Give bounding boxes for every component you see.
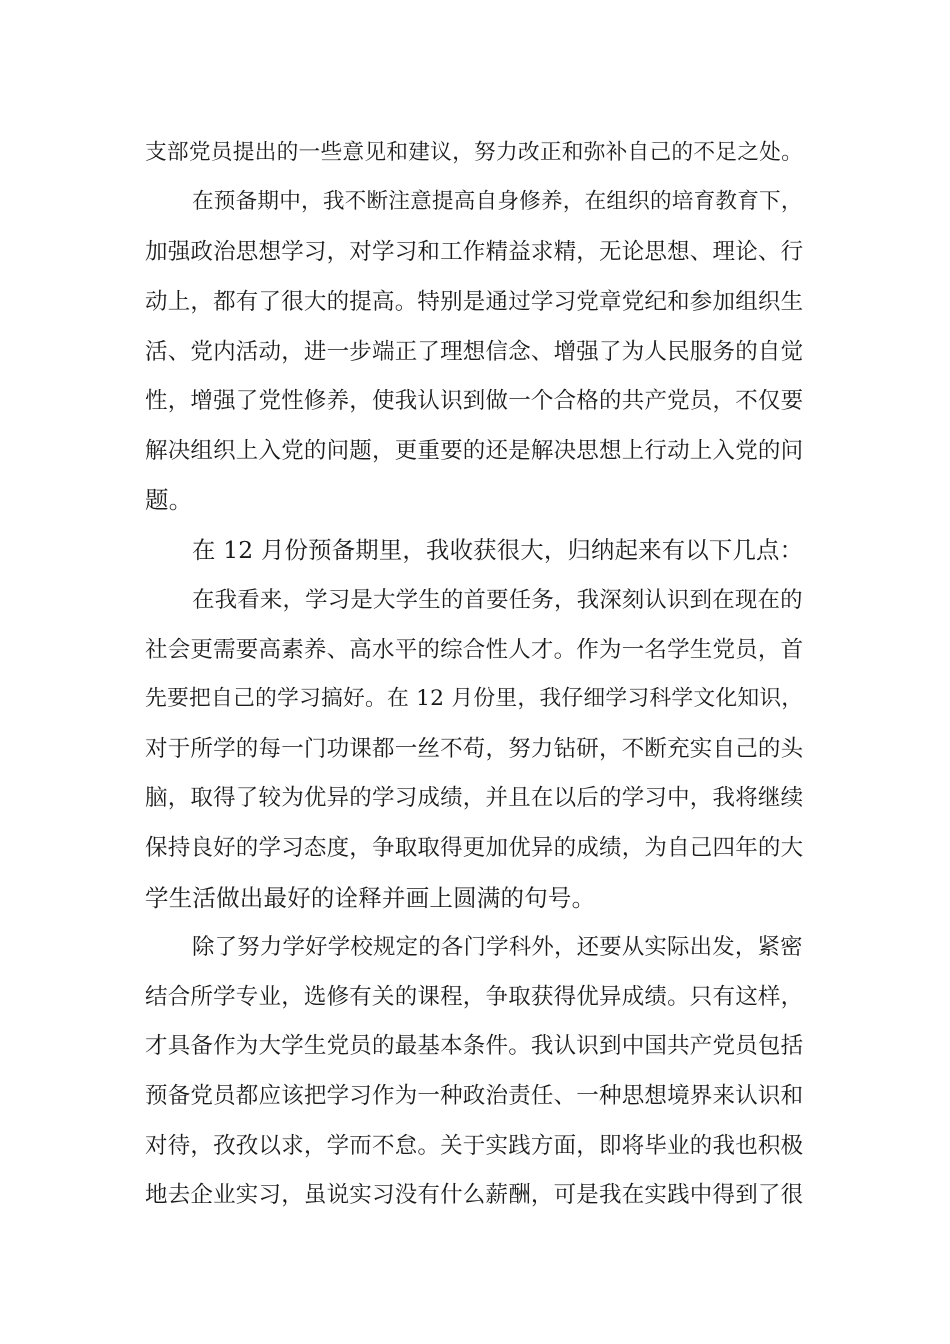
text-line: 解决组织上入党的问题，更重要的还是解决思想上行动上入党的问 bbox=[145, 438, 804, 464]
text-line: 对待，孜孜以求，学而不怠。关于实践方面，即将毕业的我也积极 bbox=[145, 1133, 804, 1159]
text-line: 先要把自己的学习搞好。在 12 月份里，我仔细学习科学文化知识， bbox=[145, 686, 804, 711]
text-line: 地去企业实习，虽说实习没有什么薪酬，可是我在实践中得到了很 bbox=[145, 1182, 804, 1208]
text-line: 学生活做出最好的诠释并画上圆满的句号。 bbox=[145, 884, 596, 912]
text-line: 支部党员提出的一些意见和建议，努力改正和弥补自己的不足之处。 bbox=[145, 140, 804, 165]
text-line: 题。 bbox=[145, 486, 193, 514]
text-line: 对于所学的每一门功课都一丝不苟，努力钻研，不断充实自己的头 bbox=[145, 736, 804, 762]
text-line: 动上，都有了很大的提高。特别是通过学习党章党纪和参加组织生 bbox=[145, 289, 804, 315]
paragraph-start-line: 在预备期中，我不断注意提高自身修养，在组织的培育教育下， bbox=[192, 189, 803, 214]
paragraph-start-line: 除了努力学好学校规定的各门学科外，还要从实际出发，紧密 bbox=[192, 934, 803, 960]
text-line: 结合所学专业，选修有关的课程，争取获得优异成绩。只有这样， bbox=[145, 984, 804, 1010]
text-line: 社会更需要高素养、高水平的综合性人才。作为一名学生党员，首 bbox=[145, 637, 804, 663]
text-line: 脑，取得了较为优异的学习成绩，并且在以后的学习中，我将继续 bbox=[145, 785, 804, 811]
text-line: 加强政治思想学习，对学习和工作精益求精，无论思想、理论、行 bbox=[145, 239, 804, 265]
paragraph-start-line: 在我看来，学习是大学生的首要任务，我深刻认识到在现在的 bbox=[192, 587, 803, 613]
text-line: 保持良好的学习态度，争取取得更加优异的成绩，为自己四年的大 bbox=[145, 835, 804, 861]
text-line: 性，增强了党性修养，使我认识到做一个合格的共产党员，不仅要 bbox=[145, 388, 804, 414]
text-line: 预备党员都应该把学习作为一种政治责任、一种思想境界来认识和 bbox=[145, 1083, 804, 1109]
paragraph-start-line: 在 12 月份预备期里，我收获很大，归纳起来有以下几点： bbox=[192, 536, 804, 564]
text-line: 活、党内活动，进一步端正了理想信念、增强了为人民服务的自觉 bbox=[145, 339, 804, 365]
text-line: 才具备作为大学生党员的最基本条件。我认识到中国共产党员包括 bbox=[145, 1033, 804, 1059]
